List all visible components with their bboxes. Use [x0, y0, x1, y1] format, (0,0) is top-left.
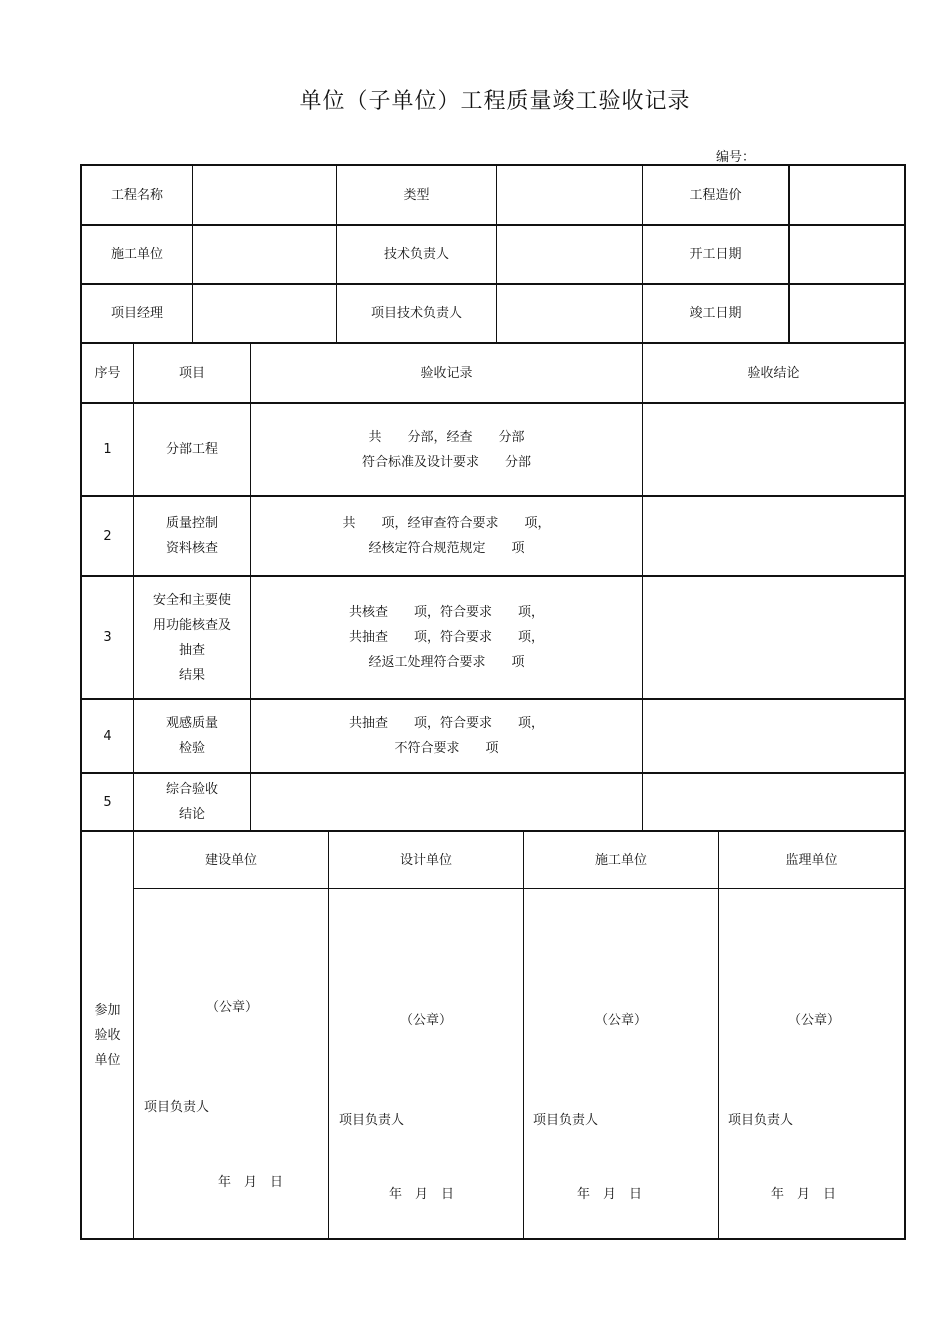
row-3-conclusion[interactable] [643, 577, 904, 698]
row-2-conclusion[interactable] [643, 497, 904, 575]
col-header-conclusion: 验收结论 [747, 365, 800, 381]
row-3-item: 安全和主要使 用功能核查及 抽查 结果 [152, 592, 231, 683]
label-project-manager: 项目经理 [110, 306, 163, 321]
col-header-record: 验收记录 [420, 365, 473, 381]
label-completion-date: 竣工日期 [689, 306, 742, 321]
value-cost[interactable] [790, 166, 904, 224]
row-2-item: 质量控制 资料核查 [165, 516, 218, 556]
row-2-no: 2 [103, 528, 112, 544]
supervisor-seal: （公章） [788, 1013, 841, 1028]
designer-date: 年 月 日 [389, 1187, 455, 1202]
row-4-record: 共抽查 项，符合要求 项， 不符合要求 项 [348, 716, 544, 756]
designer-seal: （公章） [400, 1013, 453, 1028]
row-5-item: 综合验收 结论 [165, 782, 218, 822]
value-tech-lead[interactable] [497, 226, 642, 283]
value-project-tech-lead[interactable] [497, 285, 642, 342]
value-contractor[interactable] [193, 226, 336, 283]
owner-date: 年 月 日 [218, 1175, 284, 1190]
unit-owner-header: 建设单位 [204, 852, 257, 868]
row-4-conclusion[interactable] [643, 700, 904, 772]
row-1-item: 分部工程 [165, 442, 218, 457]
contractor-seal: （公章） [595, 1013, 648, 1028]
value-project-manager[interactable] [193, 285, 336, 342]
acceptance-record-table [80, 164, 906, 1240]
designer-person-label: 项目负责人 [339, 1113, 405, 1128]
value-type[interactable] [497, 166, 642, 224]
supervisor-person-label: 项目负责人 [728, 1113, 794, 1128]
label-start-date: 开工日期 [689, 247, 742, 262]
row-3-no: 3 [103, 630, 112, 645]
page-title: 单位（子单位）工程质量竣工验收记录 [299, 89, 691, 114]
label-tech-lead: 技术负责人 [383, 247, 449, 262]
row-1-record: 共 分部，经查 分部 符合标准及设计要求 分部 [361, 429, 531, 470]
participants-label: 参加 验收 单位 [94, 1002, 121, 1068]
doc-number-label: 编号： [716, 150, 756, 165]
unit-designer-header: 设计单位 [399, 852, 452, 868]
unit-supervisor-header: 监理单位 [785, 852, 838, 868]
col-header-item: 项目 [178, 365, 205, 381]
row-1-no: 1 [103, 442, 112, 457]
label-type: 类型 [403, 187, 430, 203]
col-header-no: 序号 [94, 365, 121, 381]
supervisor-date: 年 月 日 [771, 1187, 837, 1202]
row-5-conclusion[interactable] [643, 774, 904, 830]
label-project-name: 工程名称 [110, 187, 163, 203]
value-completion-date[interactable] [790, 285, 904, 342]
label-cost: 工程造价 [689, 187, 742, 203]
label-contractor: 施工单位 [110, 247, 163, 262]
row-2-record: 共 项，经审查符合要求 项， 经核定符合规范规定 项 [342, 516, 551, 556]
value-project-name[interactable] [193, 166, 336, 224]
label-project-tech-lead: 项目技术负责人 [370, 306, 462, 321]
row-1-conclusion[interactable] [643, 404, 904, 495]
row-5-no: 5 [103, 794, 112, 810]
row-4-item: 观感质量 检验 [165, 716, 218, 756]
owner-person-label: 项目负责人 [144, 1100, 210, 1115]
contractor-person-label: 项目负责人 [533, 1113, 599, 1128]
value-start-date[interactable] [790, 226, 904, 283]
contractor-date: 年 月 日 [577, 1187, 643, 1202]
row-3-record: 共核查 项，符合要求 项， 共抽查 项，符合要求 项， 经返工处理符合要求 项 [348, 605, 544, 670]
unit-contractor-header: 施工单位 [594, 852, 647, 868]
row-4-no: 4 [103, 728, 112, 744]
row-5-record[interactable] [251, 774, 642, 830]
owner-seal: （公章） [206, 1000, 259, 1015]
